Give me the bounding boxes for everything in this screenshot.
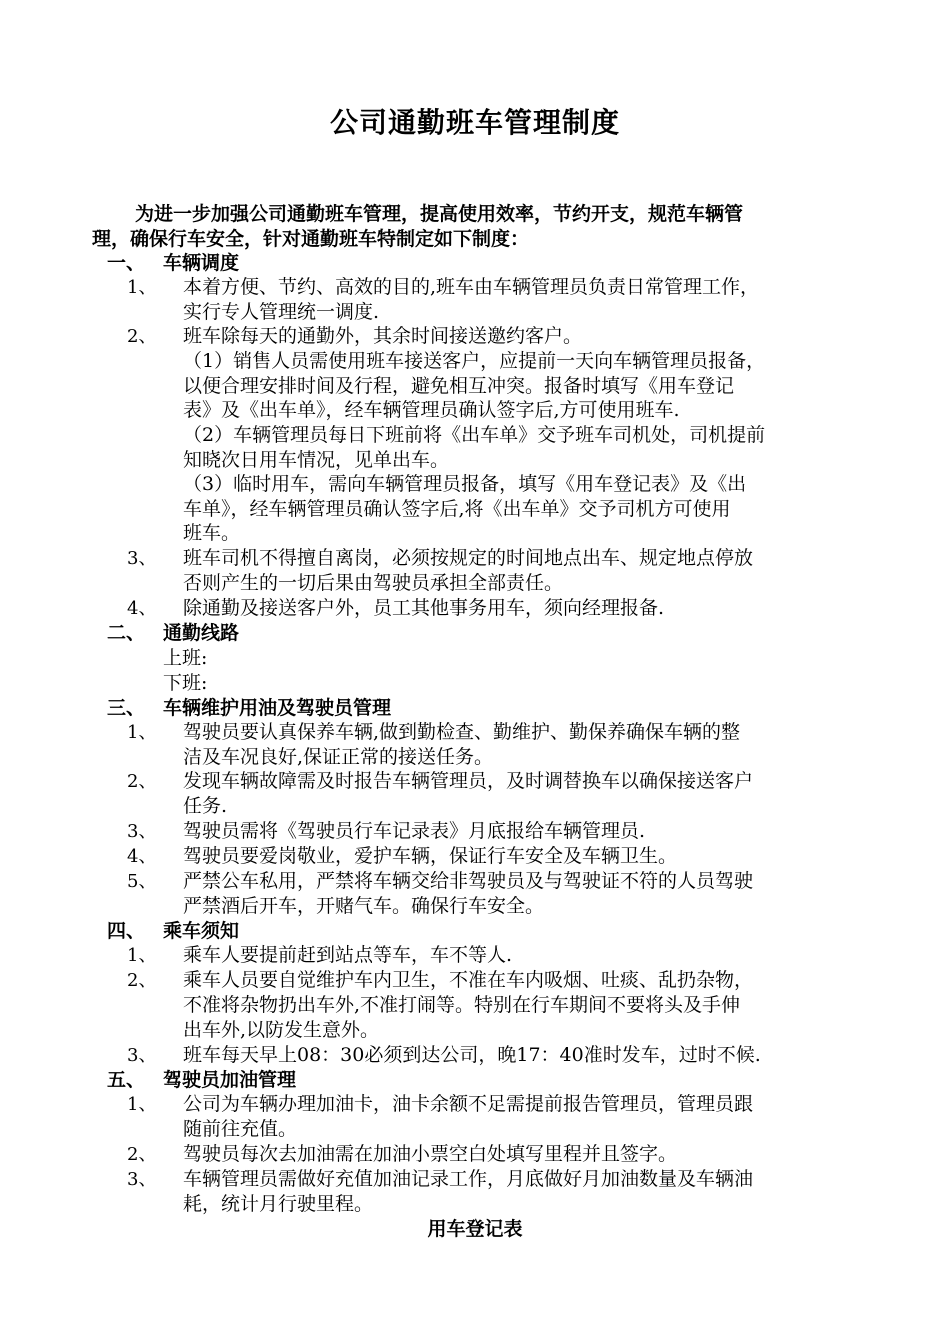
s1-item-2-line-8: 车单》，经车辆管理员确认签字后,将《出车单》交予司机方可使用 (183, 498, 731, 520)
s1-item-3-number: 3、 (127, 548, 157, 569)
s4-item-2-line-2: 不准将杂物扔出车外,不准打闹等。特别在行车期间不要将头及手伸 (183, 994, 741, 1016)
section-4-heading: 乘车须知 (163, 920, 240, 942)
section-3-heading: 车辆维护用油及驾驶员管理 (163, 697, 392, 719)
s5-item-1-number: 1、 (127, 1094, 157, 1115)
s5-item-3-number: 3、 (127, 1169, 157, 1190)
s3-item-1-line-2: 洁及车况良好,保证正常的接送任务。 (183, 746, 494, 768)
s1-item-4-line-1: 除通勤及接送客户外，员工其他事务用车，须向经理报备. (183, 597, 665, 619)
section-1-number: 一、 (107, 252, 146, 274)
s4-item-2-number: 2、 (127, 970, 157, 991)
s3-item-4-number: 4、 (127, 846, 157, 867)
s5-item-1-line-1: 公司为车辆办理加油卡，油卡余额不足需提前报告管理员，管理员跟 (183, 1093, 754, 1115)
s4-item-3-number: 3、 (127, 1045, 157, 1066)
s4-item-2-line-1: 乘车人员要自觉维护车内卫生，不准在车内吸烟、吐痰、乱扔杂物， (183, 969, 754, 991)
s1-item-2-line-9: 班车。 (183, 522, 241, 544)
s1-item-2-line-7: （3）临时用车，需向车辆管理员报备，填写《用车登记表》及《出 (183, 473, 747, 495)
vehicle-register-title: 用车登记表 (427, 1218, 523, 1240)
s1-item-3-line-1: 班车司机不得擅自离岗，必须按规定的时间地点出车、规定地点停放 (183, 547, 754, 569)
s5-item-3-line-2: 耗，统计月行驶里程。 (183, 1193, 374, 1215)
s3-item-4-line-1: 驾驶员要爱岗敬业，爱护车辆，保证行车安全及车辆卫生。 (183, 845, 678, 867)
s3-item-2-line-1: 发现车辆故障需及时报告车辆管理员，及时调替换车以确保接送客户 (183, 770, 754, 792)
s3-item-2-number: 2、 (127, 771, 157, 792)
s1-item-1-line-1: 本着方便、节约、高效的目的,班车由车辆管理员负责日常管理工作， (183, 276, 760, 298)
section-4-number: 四、 (107, 920, 146, 942)
s3-item-1-line-1: 驾驶员要认真保养车辆,做到勤检查、勤维护、勤保养确保车辆的整 (183, 721, 741, 743)
page-title: 公司通勤班车管理制度 (329, 106, 620, 139)
section-1-heading: 车辆调度 (163, 252, 240, 274)
s3-item-5-line-1: 严禁公车私用，严禁将车辆交给非驾驶员及与驾驶证不符的人员驾驶 (183, 870, 754, 892)
section-5-number: 五、 (107, 1069, 146, 1091)
s1-item-2-line-5: （2）车辆管理员每日下班前将《出车单》交予班车司机处，司机提前 (183, 424, 766, 446)
s3-item-5-line-2: 严禁酒后开车，开赌气车。确保行车安全。 (183, 895, 545, 917)
s4-item-3-line-1: 班车每天早上08：30必须到达公司，晚17：40准时发车，过时不候. (183, 1044, 761, 1066)
s3-item-5-number: 5、 (127, 871, 157, 892)
s1-item-1-number: 1、 (127, 277, 157, 298)
route-evening: 下班: (163, 672, 208, 694)
s5-item-2-line-1: 驾驶员每次去加油需在加油小票空白处填写里程并且签字。 (183, 1143, 678, 1165)
s4-item-2-line-3: 出车外,以防发生意外。 (183, 1019, 380, 1041)
s1-item-1-line-2: 实行专人管理统一调度. (183, 301, 380, 323)
route-morning: 上班: (163, 647, 208, 669)
s1-item-2-line-1: 班车除每天的通勤外，其余时间接送邀约客户。 (183, 325, 583, 347)
section-5-heading: 驾驶员加油管理 (163, 1069, 297, 1091)
s4-item-1-line-1: 乘车人要提前赶到站点等车，车不等人. (183, 944, 513, 966)
s1-item-2-line-6: 知晓次日用车情况，见单出车。 (183, 449, 450, 471)
s5-item-2-number: 2、 (127, 1144, 157, 1165)
s3-item-1-number: 1、 (127, 722, 157, 743)
section-3-number: 三、 (107, 697, 146, 719)
s1-item-4-number: 4、 (127, 598, 157, 619)
section-2-number: 二、 (107, 622, 146, 644)
s1-item-2-line-2: （1）销售人员需使用班车接送客户，应提前一天向车辆管理员报备， (183, 350, 766, 372)
s5-item-1-line-2: 随前往充值。 (183, 1118, 298, 1140)
s1-item-2-line-3: 以便合理安排时间及行程，避免相互冲突。报备时填写《用车登记 (183, 375, 735, 397)
intro-line-2: 理，确保行车安全，针对通勤班车特制定如下制度： (92, 228, 530, 250)
s3-item-2-line-2: 任务. (183, 795, 228, 817)
section-2-heading: 通勤线路 (163, 622, 240, 644)
intro-line-1: 为进一步加强公司通勤班车管理，提高使用效率，节约开支，规范车辆管 (135, 203, 744, 225)
s1-item-2-number: 2、 (127, 326, 157, 347)
s1-item-2-line-4: 表》及《出车单》，经车辆管理员确认签字后,方可使用班车. (183, 399, 680, 421)
s5-item-3-line-1: 车辆管理员需做好充值加油记录工作，月底做好月加油数量及车辆油 (183, 1168, 754, 1190)
s3-item-3-line-1: 驾驶员需将《驾驶员行车记录表》月底报给车辆管理员. (183, 820, 646, 842)
s4-item-1-number: 1、 (127, 945, 157, 966)
s3-item-3-number: 3、 (127, 821, 157, 842)
s1-item-3-line-2: 否则产生的一切后果由驾驶员承担全部责任。 (183, 572, 564, 594)
